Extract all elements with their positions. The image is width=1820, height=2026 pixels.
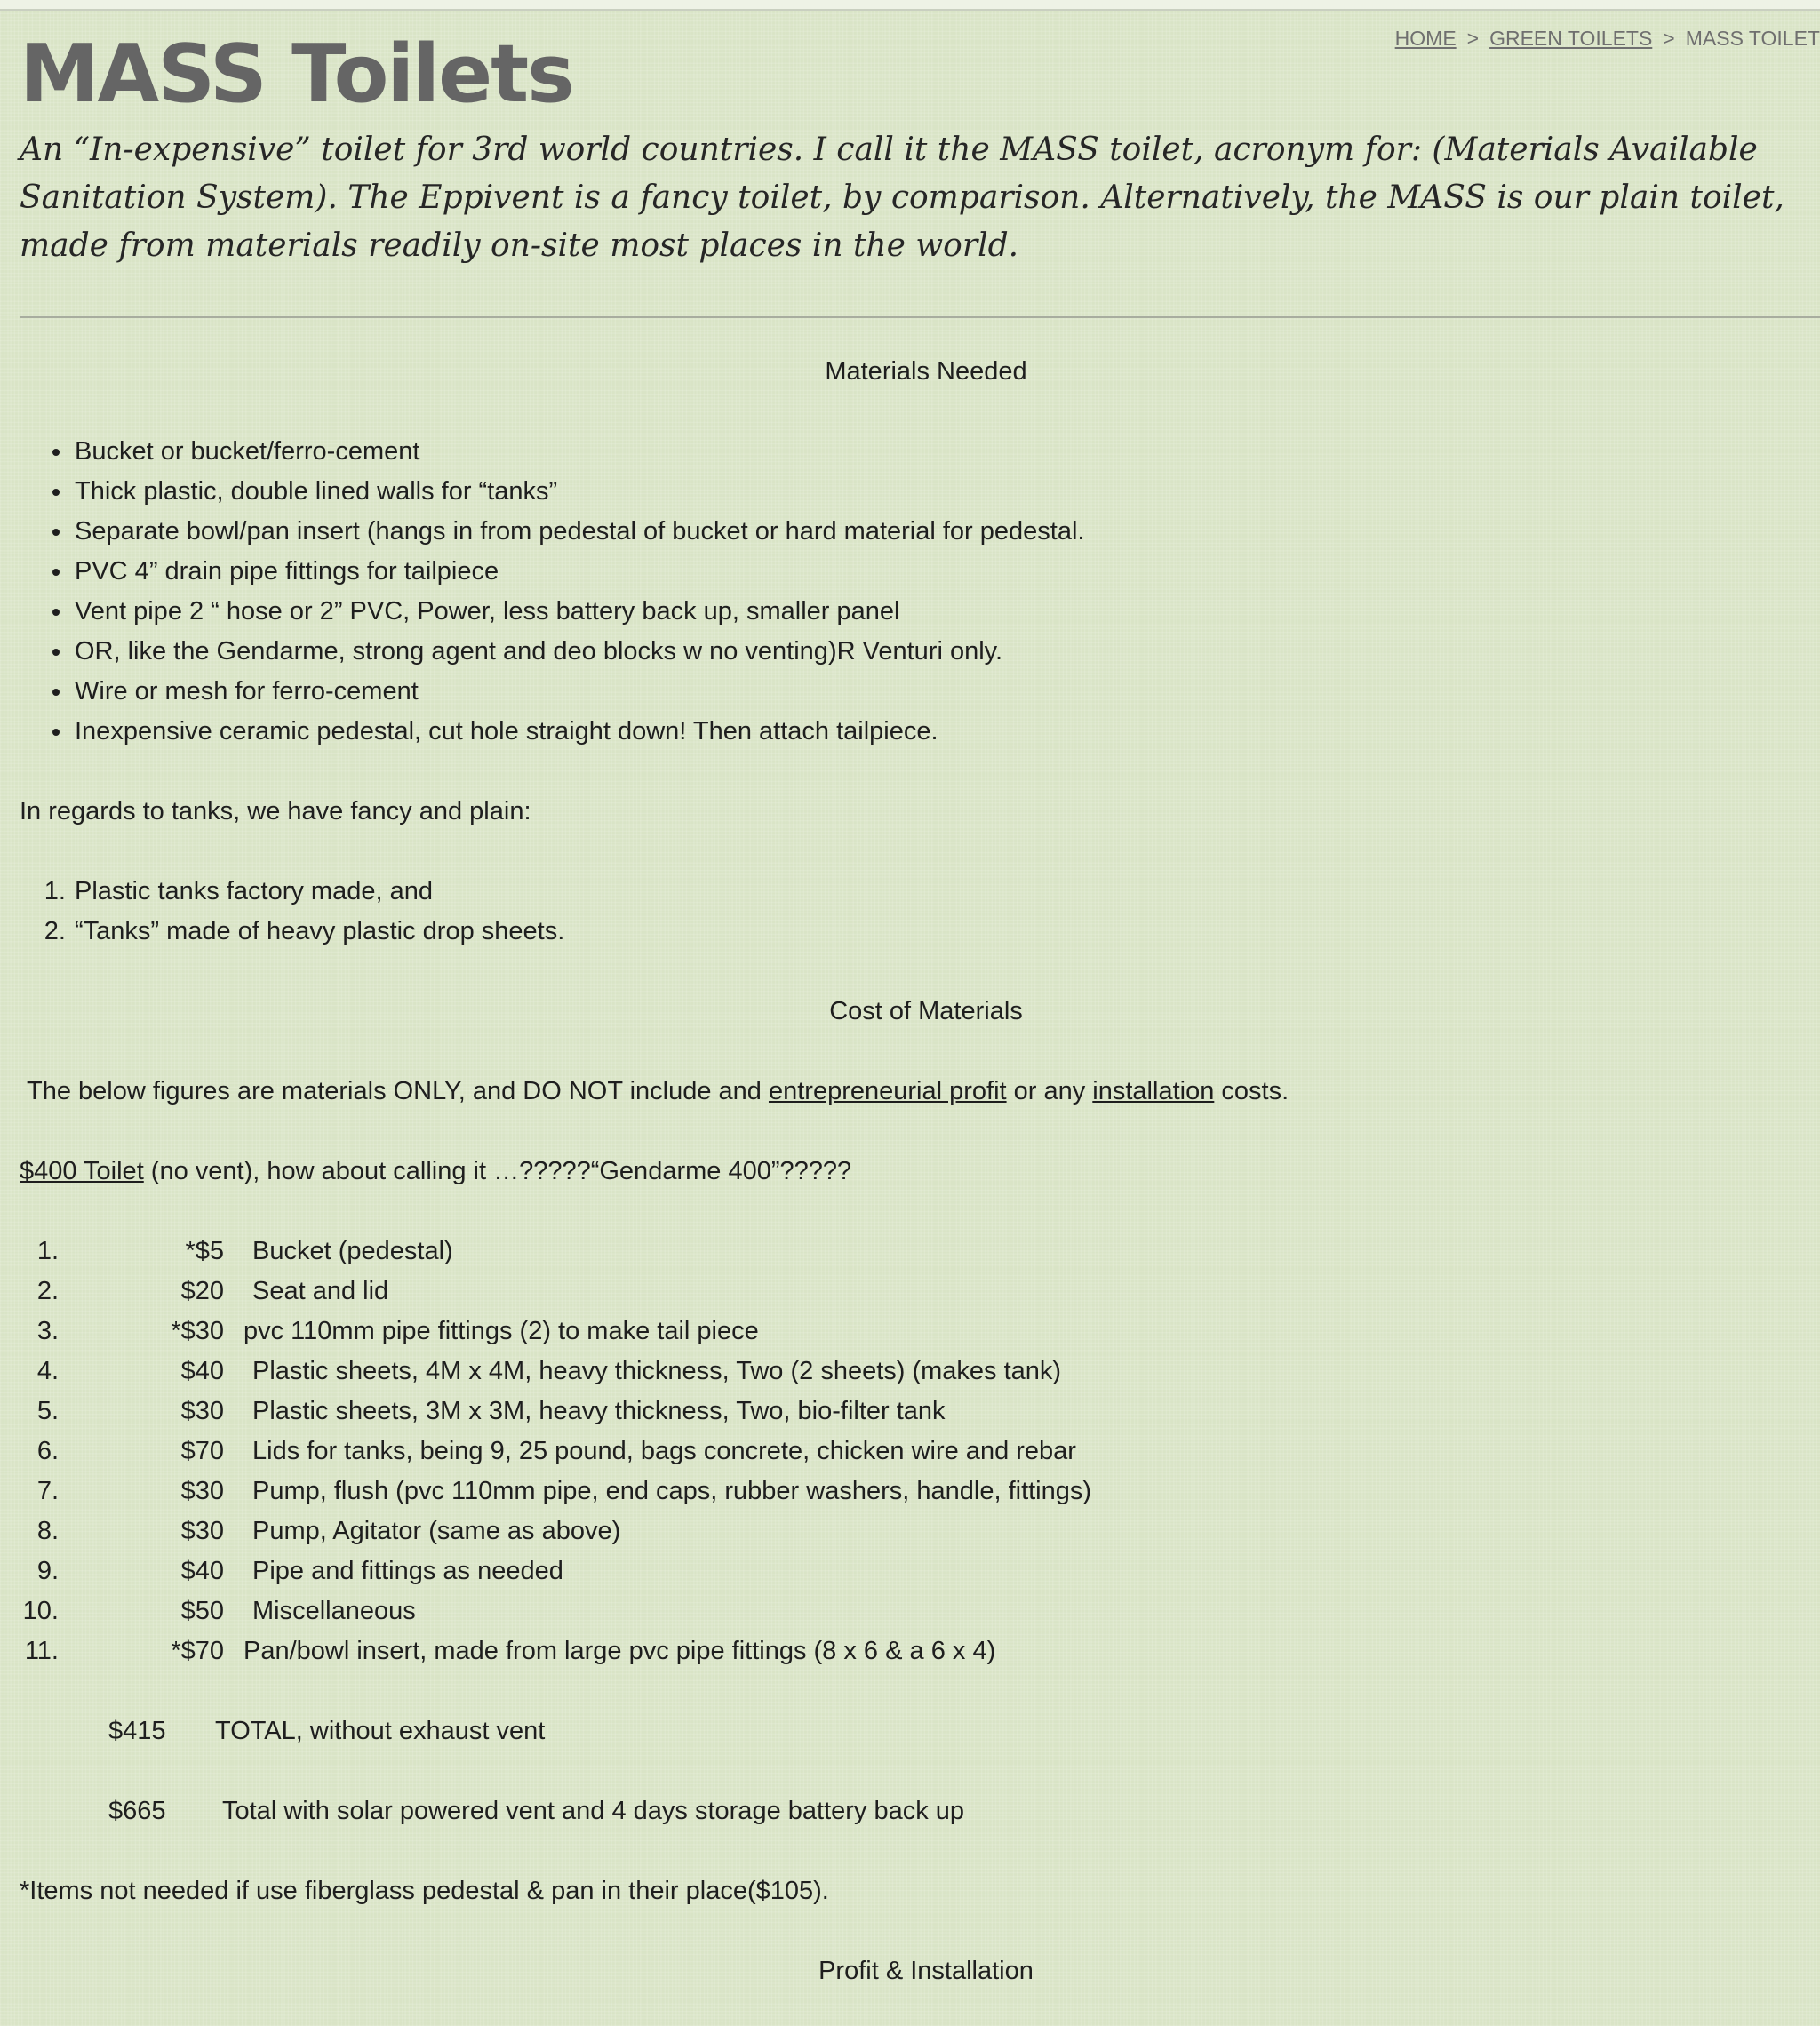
cost-item-number: 1. [36,1237,59,1265]
breadcrumb-separator: > [1663,27,1675,50]
breadcrumb-current: MASS TOILET [1685,27,1820,50]
cost-item [20,1352,1797,1392]
cost-item-price: *$70 [171,1637,224,1665]
cost-note-text: The below figures are materials ONLY, and DO NOT include and [27,1077,769,1105]
list-item: • Thick plastic, double lined walls for “tanks” [73,472,1797,512]
materials-heading: Materials Needed [825,357,1027,386]
total-without-vent [20,1711,1797,1751]
cost-item [20,1272,1797,1312]
cost-item-number: 11. [24,1637,59,1665]
cost-item-number: 9. [36,1557,59,1585]
cost-item-description: Plastic sheets, 3M x 3M, heavy thickness, Two, bio-filter tank [252,1397,946,1425]
cost-item-price: $70 [180,1437,224,1465]
list-item: • Inexpensive ceramic pedestal, cut hole straight down! Then attach tailpiece. [73,712,1797,752]
cost-item-price: $30 [180,1477,224,1505]
total-label: TOTAL, without exhaust vent [215,1717,546,1745]
cost-note-text: costs. [1214,1077,1289,1105]
tanks-intro: In regards to tanks, we have fancy and plain: [20,797,531,826]
cost-list [20,1232,1797,1671]
total-label: Total with solar powered vent and 4 days storage battery back up [222,1797,965,1825]
page-content [20,9,1820,1991]
cost-item-number: 10. [22,1597,59,1625]
page-subtitle: An “In-expensive” toilet for 3rd world countries. I call it the MASS toilet, acronym for: (Materials Available Sanitation System). The Eppivent is a fancy toilet, by comparison. Alternatively, the MASS is our plain toilet, made from materials readily on-site most places in the world. [20,132,1784,264]
cost-item-description: Pipe and fittings as needed [252,1557,563,1585]
cost-item [20,1472,1797,1512]
total-amount: $415 [108,1717,166,1745]
cost-item-description: Lids for tanks, being 9, 25 pound, bags concrete, chicken wire and rebar [252,1437,1076,1465]
breadcrumb-green-toilets-link[interactable]: GREEN TOILETS [1489,27,1653,50]
breadcrumb-separator: > [1466,27,1480,50]
list-item: • PVC 4” drain pipe fittings for tailpiece [73,552,1797,592]
list-item: • Bucket or bucket/ferro-cement [73,432,1797,472]
materials-list [20,432,1797,752]
cost-item-number: 4. [36,1357,59,1385]
cost-item [20,1432,1797,1472]
cost-item-number: 7. [36,1477,59,1505]
toilet-400-link[interactable]: $400 Toilet [20,1157,144,1185]
cost-item [20,1232,1797,1272]
profit-heading: Profit & Installation [818,1957,1034,1985]
page-title: MASS Toilets [20,28,573,121]
header-divider [20,316,1820,318]
cost-item [20,1312,1797,1352]
cost-item-price: $50 [180,1597,224,1625]
cost-item-description: Bucket (pedestal) [252,1237,453,1265]
cost-item-price: $20 [180,1277,224,1305]
cost-item-price: *$30 [171,1317,224,1345]
toilet-line-text: (no vent), how about calling it …?????“Gendarme 400”????? [143,1157,852,1185]
cost-item-number: 5. [36,1397,59,1425]
entrepreneurial-profit-link[interactable]: entrepreneurial profit [768,1077,1007,1105]
cost-item-price: *$5 [185,1237,224,1265]
total-amount: $665 [108,1797,166,1825]
cost-item-description: pvc 110mm pipe fittings (2) to make tail piece [243,1317,759,1345]
tanks-list [20,872,1797,952]
cost-heading: Cost of Materials [829,997,1023,1025]
breadcrumb-home-link[interactable]: HOME [1394,27,1457,50]
footnote: *Items not needed if use fiberglass pedestal & pan in their place($105). [20,1877,829,1905]
list-item: • Separate bowl/pan insert (hangs in from pedestal of bucket or hard material for pedestal. [73,512,1797,552]
cost-item-price: $30 [180,1397,224,1425]
cost-item-number: 2. [36,1277,59,1305]
cost-item-number: 3. [36,1317,59,1345]
cost-item-price: $40 [180,1557,224,1585]
list-item: • Wire or mesh for ferro-cement [73,672,1797,712]
list-item: 2. “Tanks” made of heavy plastic drop sheets. [73,912,1797,952]
cost-item-description: Plastic sheets, 4M x 4M, heavy thickness, Two (2 sheets) (makes tank) [252,1357,1062,1385]
cost-item-price: $30 [180,1517,224,1545]
list-item: 1. Plastic tanks factory made, and [73,872,1797,912]
cost-item-number: 8. [36,1517,59,1545]
installation-link[interactable]: installation [1092,1077,1215,1105]
cost-item-number: 6. [36,1437,59,1465]
cost-item-description: Miscellaneous [252,1597,416,1625]
total-with-vent [20,1791,1797,1831]
cost-item-description: Pan/bowl insert, made from large pvc pipe fittings (8 x 6 & a 6 x 4) [243,1637,996,1665]
cost-item-description: Pump, flush (pvc 110mm pipe, end caps, rubber washers, handle, fittings) [252,1477,1092,1505]
cost-item [20,1591,1797,1631]
cost-note-text: or any [1006,1077,1093,1105]
cost-item-description: Seat and lid [252,1277,389,1305]
article-body [20,352,1797,1991]
toilet-line [20,1152,1797,1192]
cost-item [20,1512,1797,1551]
cost-item [20,1392,1797,1432]
cost-note [20,1072,1797,1112]
breadcrumb [1395,27,1820,51]
list-item: • Vent pipe 2 “ hose or 2” PVC, Power, less battery back up, smaller panel [73,592,1797,632]
cost-item [20,1551,1797,1591]
cost-item [20,1631,1797,1671]
cost-item-description: Pump, Agitator (same as above) [252,1517,621,1545]
list-item: • OR, like the Gendarme, strong agent and deo blocks w no venting)R Venturi only. [73,632,1797,672]
cost-item-price: $40 [180,1357,224,1385]
